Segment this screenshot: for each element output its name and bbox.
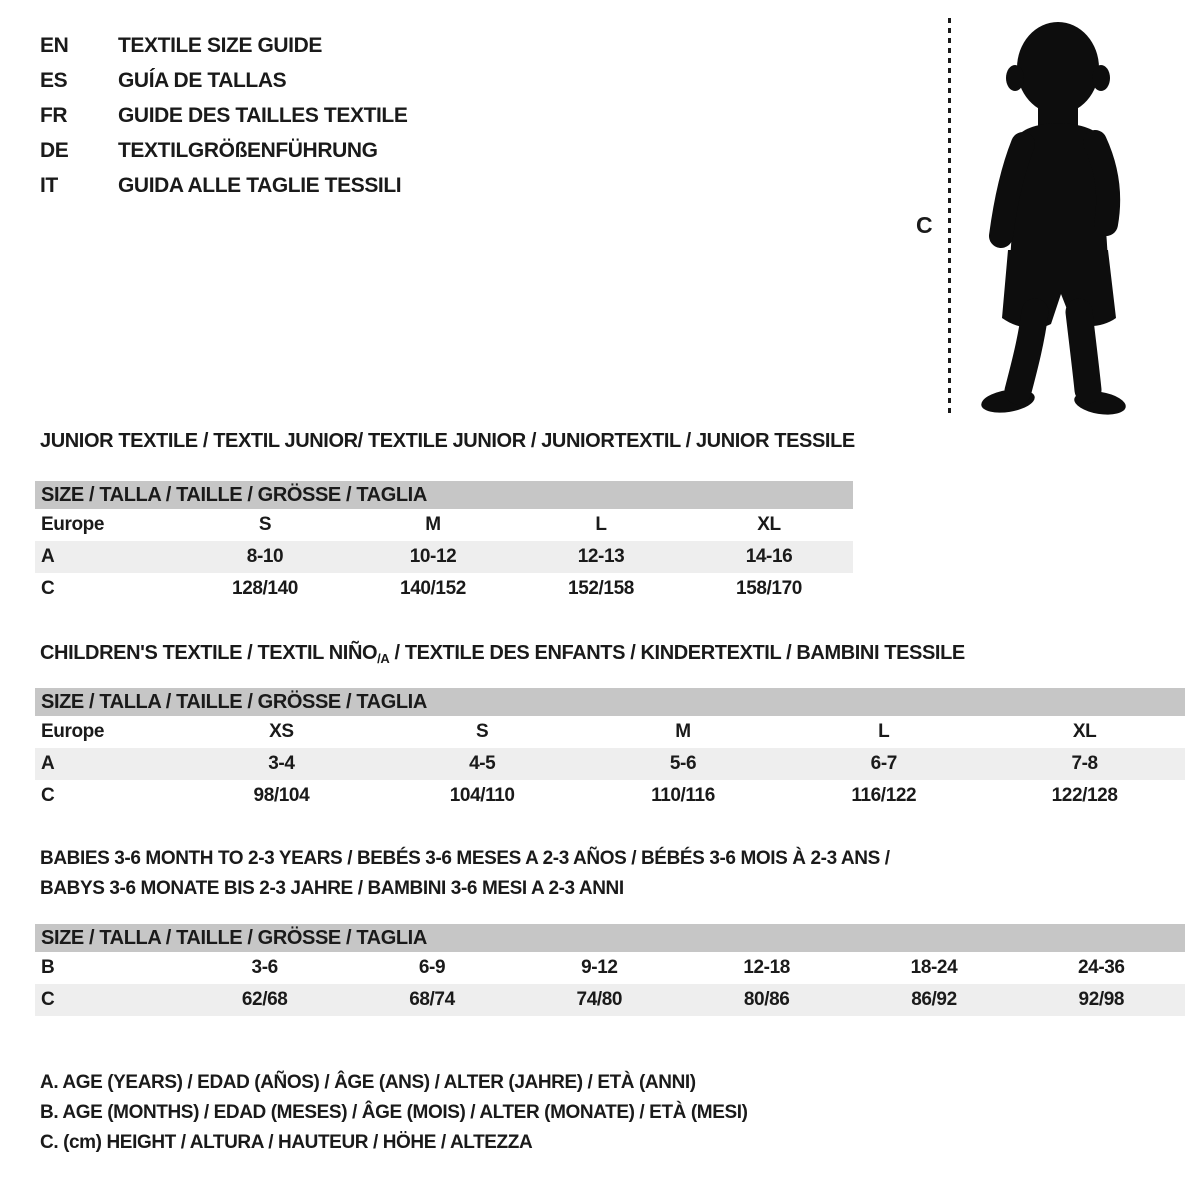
size-header-bar: SIZE / TALLA / TAILLE / GRÖSSE / TAGLIA: [35, 688, 1185, 716]
age-cell: 4-5: [469, 753, 496, 774]
guide-title: TEXTILGRÖßENFÜHRUNG: [118, 138, 378, 162]
children-title-pre: CHILDREN'S TEXTILE / TEXTIL NIÑO: [40, 642, 378, 664]
height-cell: 98/104: [253, 785, 310, 806]
row-label: A: [41, 753, 55, 774]
table-row-europe: [35, 716, 1185, 748]
children-section-title-wrap: [35, 642, 965, 666]
age-cell: 3-4: [268, 753, 295, 774]
lang-code: IT: [40, 173, 58, 197]
table-row-height: [35, 780, 1185, 812]
height-measure-label: C: [916, 212, 933, 238]
age-cell: 12-13: [577, 546, 625, 567]
height-cell: 74/80: [576, 989, 623, 1010]
toddler-silhouette-image: [958, 12, 1148, 420]
age-cell: 5-6: [669, 753, 697, 774]
lang-row-it: [40, 168, 407, 203]
children-title-sub: /A: [377, 651, 390, 666]
row-label: Europe: [41, 514, 105, 535]
height-cell: 116/122: [851, 785, 917, 806]
lang-code: DE: [40, 138, 69, 162]
size-cell: S: [476, 721, 489, 742]
language-title-list: [40, 28, 407, 203]
months-cell: 24-36: [1078, 957, 1125, 978]
row-label: C: [41, 785, 55, 806]
children-size-table: [35, 688, 1185, 812]
row-label: A: [41, 546, 55, 567]
size-cell: S: [258, 514, 272, 535]
table-row-height: [35, 984, 1185, 1016]
height-cell: 62/68: [241, 989, 288, 1010]
children-title-post: / TEXTILE DES ENFANTS / KINDERTEXTIL / BAMBINI TESSILE: [389, 642, 965, 664]
babies-section-title-line1: BABIES 3-6 MONTH TO 2-3 YEARS / BEBÉS 3-6 MESES A 2-3 AÑOS / BÉBÉS 3-6 MOIS À 2-3 ANS /: [40, 848, 890, 869]
guide-title: GUÍA DE TALLAS: [118, 68, 287, 92]
months-cell: 3-6: [251, 957, 278, 978]
height-cell: 92/98: [1078, 989, 1125, 1010]
size-cell: M: [425, 514, 441, 535]
size-header-bar: SIZE / TALLA / TAILLE / GRÖSSE / TAGLIA: [35, 481, 853, 509]
size-cell: M: [675, 721, 691, 742]
legend-line-a: A. AGE (YEARS) / EDAD (AÑOS) / ÂGE (ANS) / ALTER (JAHRE) / ETÀ (ANNI): [40, 1072, 696, 1093]
lang-code: ES: [40, 68, 68, 92]
row-label: Europe: [41, 721, 105, 742]
age-cell: 7-8: [1071, 753, 1098, 774]
size-cell: XL: [757, 514, 781, 535]
lang-code: FR: [40, 103, 68, 127]
row-label: B: [41, 957, 55, 978]
height-cell: 104/110: [449, 785, 515, 806]
height-dashed-line: [948, 18, 951, 417]
size-header-bar: SIZE / TALLA / TAILLE / GRÖSSE / TAGLIA: [35, 924, 1185, 952]
junior-section-title-wrap: [35, 430, 855, 453]
legend-line-b: B. AGE (MONTHS) / EDAD (MESES) / ÂGE (MOIS) / ALTER (MONATE) / ETÀ (MESI): [40, 1102, 748, 1123]
table-row-age: [35, 748, 1185, 780]
babies-section-title-wrap2: [35, 878, 624, 900]
size-cell: XL: [1072, 721, 1097, 742]
height-cell: 68/74: [409, 989, 455, 1010]
babies-section-title-line2: BABYS 3-6 MONATE BIS 2-3 JAHRE / BAMBINI 3-6 MESI A 2-3 ANNI: [40, 878, 624, 899]
table-row-height: [35, 573, 853, 605]
table-row-europe: [35, 509, 853, 541]
age-cell: 10-12: [409, 546, 457, 567]
height-cell: 80/86: [743, 989, 790, 1010]
lang-row-de: [40, 133, 407, 168]
guide-title: GUIDE DES TAILLES TEXTILE: [118, 103, 408, 127]
table-row-months: [35, 952, 1185, 984]
months-cell: 6-9: [418, 957, 446, 978]
height-cell: 86/92: [911, 989, 957, 1010]
table-row-age: [35, 541, 853, 573]
legend-line-c: C. (cm) HEIGHT / ALTURA / HAUTEUR / HÖHE / ALTEZZA: [40, 1132, 533, 1153]
size-cell: XS: [269, 721, 294, 742]
babies-size-table: [35, 924, 1185, 1016]
age-cell: 6-7: [870, 753, 897, 774]
row-label: C: [41, 578, 55, 599]
children-section-title: [40, 642, 965, 666]
height-cell: 122/128: [1051, 785, 1118, 806]
months-cell: 12-18: [743, 957, 790, 978]
months-cell: 9-12: [581, 957, 618, 978]
junior-section-title: JUNIOR TEXTILE / TEXTIL JUNIOR/ TEXTILE JUNIOR / JUNIORTEXTIL / JUNIOR TESSILE: [40, 430, 855, 452]
height-cell: 158/170: [736, 578, 802, 599]
height-cell: 128/140: [232, 578, 298, 599]
lang-row-fr: [40, 98, 407, 133]
row-label: C: [41, 989, 55, 1010]
age-cell: 14-16: [745, 546, 793, 567]
age-cell: 8-10: [246, 546, 284, 567]
guide-title: GUIDA ALLE TAGLIE TESSILI: [118, 173, 402, 197]
height-cell: 140/152: [400, 578, 466, 599]
lang-row-es: [40, 63, 407, 98]
months-cell: 18-24: [910, 957, 958, 978]
guide-title: TEXTILE SIZE GUIDE: [118, 33, 322, 57]
babies-section-title-wrap: [35, 848, 890, 870]
height-cell: 110/116: [651, 785, 715, 806]
junior-size-table: [35, 481, 853, 605]
measure-legend: [40, 1068, 748, 1158]
lang-code: EN: [40, 33, 69, 57]
size-cell: L: [595, 514, 607, 535]
lang-row-en: [40, 28, 407, 63]
size-cell: L: [878, 721, 890, 742]
height-cell: 152/158: [568, 578, 634, 599]
